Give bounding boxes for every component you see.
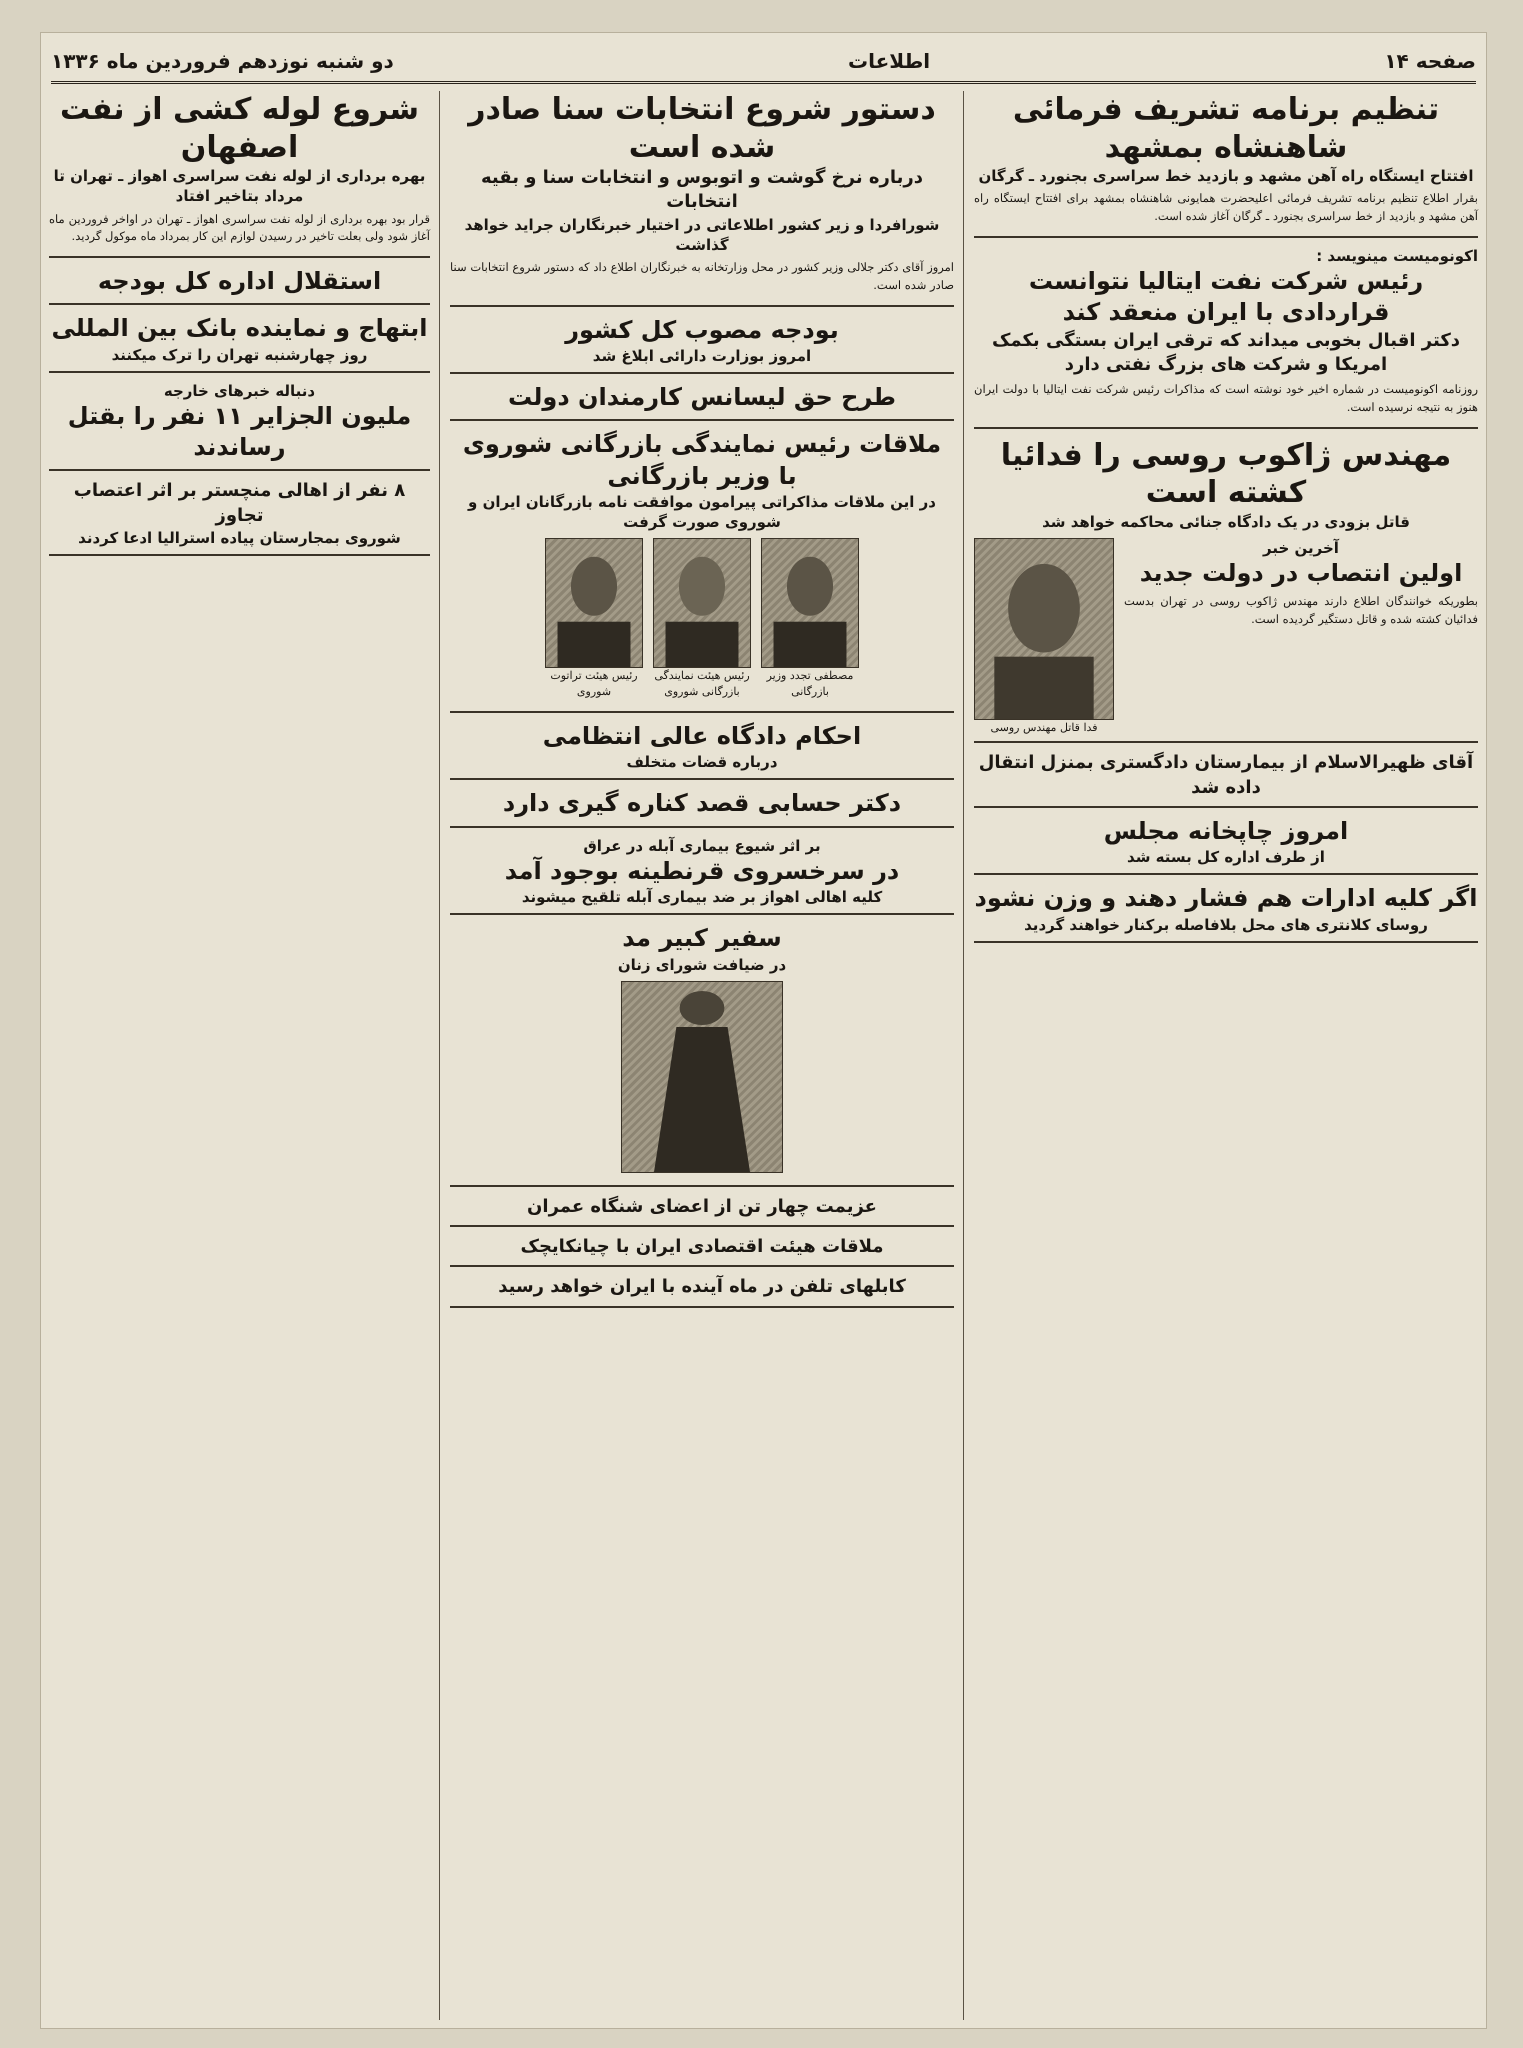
- kicker: بر اثر شیوع بیماری آبله در عراق: [583, 836, 821, 855]
- subheadline: در این ملاقات مذاکراتی پیرامون موافقت نامه بازرگانان ایران و شوروی صورت گرفت: [468, 492, 936, 531]
- headline: در سرخسروی قرنطینه بوجود آمد: [504, 856, 900, 885]
- headline: دکتر حسابی قصد کناره گیری دارد: [502, 789, 902, 818]
- kicker: اکونومیست مینویسد :: [1316, 246, 1478, 265]
- photo-caption: رئیس هیئت تراتوت شوروی: [550, 669, 638, 698]
- headline: ملاقات هیئت اقتصادی ایران با چیانکایچک: [520, 1236, 884, 1258]
- headline: ملاقات رئیس نمایندگی بازرگانی شوروی با وزیر بازرگانی: [462, 430, 942, 490]
- subheadline: دکتر اقبال بخوبی میداند که ترقی ایران بستگی بکمک امریکا و شرکت های بزرگ نفتی دارد: [991, 329, 1461, 375]
- photo-row: [450, 538, 954, 699]
- issue-date: دو شنبه نوزدهم فروردین ماه ۱۳۳۶: [51, 49, 394, 73]
- story-chiang-kai-shek: [450, 1235, 954, 1267]
- subheadline: امروز بوزارت دارائی ابلاغ شد: [592, 346, 812, 365]
- subheadline: روسای کلانتری های محل بلافاصله برکنار خواهند گردید: [1024, 915, 1428, 934]
- story-phone-cables: [450, 1275, 954, 1307]
- story-omran-members: [450, 1195, 954, 1227]
- subheadline: درباره نرخ گوشت و اتوبوس و انتخابات سنا و بقیه انتخابات: [480, 167, 923, 213]
- headline: ابتهاج و نماینده بانک بین المللی: [51, 314, 428, 343]
- subheadline: کلیه اهالی اهواز بر ضد بیماری آبله تلقیح میشوند: [521, 888, 883, 907]
- headline: طرح حق لیسانس کارمندان دولت: [507, 383, 897, 412]
- subheadline: افتتاح ایستگاه راه آهن مشهد و بازدید خط سراسری بجنورد ـ گرگان: [978, 167, 1474, 185]
- photo-item: [653, 538, 751, 699]
- photo-woman-dress: [621, 981, 783, 1173]
- photo-caption: رئیس هیئت نمایندگی بازرگانی شوروی: [654, 669, 750, 698]
- headline: ملیون الجزایر ۱۱ نفر را بقتل رساندند: [67, 402, 412, 462]
- headline: شروع لوله کشی از نفت اصفهان: [59, 92, 420, 165]
- inset-headline: اولین انتصاب در دولت جدید: [1139, 559, 1463, 588]
- story-budget: [450, 315, 954, 374]
- subheadline: از طرف اداره کل بسته شد: [1127, 848, 1325, 867]
- headline: تنظیم برنامه تشریف فرمائی شاهنشاه بمشهد: [1012, 92, 1440, 165]
- headline: امروز چاپخانه مجلس: [1103, 816, 1349, 845]
- headline: احکام دادگاه عالی انتظامی: [542, 722, 862, 750]
- photo-delegation-head: [545, 538, 643, 668]
- subheadline: قاتل بزودی در یک دادگاه جنائی محاکمه خواهد شد: [1042, 512, 1410, 531]
- photo-caption: مصطفی تجدد وزیر بازرگانی: [766, 669, 854, 698]
- page-number: صفحه ۱۴: [1384, 49, 1476, 73]
- story-manchester: [49, 479, 430, 556]
- story-police-chiefs: [974, 883, 1478, 942]
- subheadline: شوروی بمجارستان پیاده استرالیا ادعا کردند: [78, 528, 401, 547]
- photo-soviet-rep: [653, 538, 751, 668]
- story-hesabi: [450, 788, 954, 827]
- story-budget-office: [49, 266, 430, 305]
- photo-caption: فدا قاتل مهندس روسی: [990, 720, 1098, 734]
- story-disciplinary-court: [450, 721, 954, 780]
- body-text: امروز آقای دکتر جلالی وزیر کشور در محل وزارتخانه به خبرنگاران اطلاع داد که دستور شروع انتخابات سنا صادر شده است.: [450, 260, 954, 292]
- photo-minister: [761, 538, 859, 668]
- body-text: روزنامه اکونومیست در شماره اخیر خود نوشته است که مذاکرات رئیس شرکت نفت ایتالیا با دولت ایران هنوز به نتیجه نرسیده است.: [974, 382, 1478, 414]
- headline: سفیر کبیر مد: [622, 924, 782, 953]
- headline: کابلهای تلفن در ماه آینده با ایران خواهد رسید: [498, 1276, 906, 1298]
- headline: استقلال اداره کل بودجه: [97, 267, 382, 296]
- subheadline: درباره قضات متخلف: [626, 753, 778, 772]
- headline: آقای ظهیرالاسلام از بیمارستان دادگستری بمنزل انتقال داده شد: [978, 752, 1474, 798]
- story-ambassador-fashion: [450, 923, 954, 1186]
- story-soviet-trade: [450, 429, 954, 713]
- story-isfahan-pipeline: [49, 91, 430, 258]
- column-rule: [439, 91, 440, 2020]
- masthead: [51, 41, 1476, 84]
- story-quarantine: [450, 836, 954, 916]
- headline: ۸ نفر از اهالی منچستر بر اثر اعتصاب تجاوز: [73, 480, 406, 526]
- body-text: بطوریکه خوانندگان اطلاع دارند مهندس ژاکوب روسی در تهران بدست فدائیان کشته شده و قاتل دستگیر گردیده است.: [1124, 594, 1478, 627]
- story-license-allowance: [450, 382, 954, 421]
- subheadline: در ضیافت شورای زنان: [617, 955, 787, 974]
- photo-killer: [974, 538, 1114, 720]
- subheadline: بهره برداری از لوله نفت سراسری اهواز ـ تهران تا مرداد بتاخیر افتاد: [53, 167, 426, 206]
- story-italian-oil: [974, 246, 1478, 429]
- headline: رئیس شرکت نفت ایتالیا نتوانست قراردادی با ایران منعقد کند: [1028, 267, 1424, 327]
- column-rule: [963, 91, 964, 2020]
- headline: دستور شروع انتخابات سنا صادر شده است: [468, 92, 936, 165]
- story-algeria: [49, 381, 430, 472]
- column-right: [966, 91, 1486, 2020]
- story-shah-mashhad: [974, 91, 1478, 238]
- story-ebtehaj-world-bank: [49, 313, 430, 372]
- inset-kicker: آخرین خبر: [1263, 538, 1339, 557]
- headline: مهندس ژاکوب روسی را فدائیا کشته است: [1000, 437, 1452, 511]
- headline: اگر کلیه ادارات هم فشار دهند و وزن نشود: [974, 884, 1478, 913]
- column-middle: [442, 91, 962, 2020]
- subheadline: روز چهارشنبه تهران را ترک میکنند: [111, 345, 368, 364]
- photo-item: [545, 538, 643, 699]
- newspaper-name: اطلاعات: [848, 49, 931, 73]
- story-senate-elections: [450, 91, 954, 307]
- newspaper-page: [40, 32, 1487, 2029]
- story-majlis-press: [974, 816, 1478, 875]
- column-left: [41, 91, 438, 2020]
- story-zahir-islam: [974, 751, 1478, 808]
- photo-item: [761, 538, 859, 699]
- story-jacob-murder: [974, 437, 1478, 744]
- body-text: قرار بود بهره برداری از لوله نفت سراسری اهواز ـ تهران در اواخر فروردین ماه آغاز شود ولی بعلت تاخیر در رسیدن لوازم این کار بمرداد ماه موکول گردید.: [49, 211, 430, 244]
- deck: شورافردا و زیر کشور اطلاعاتی در اختیار خبرنگاران جراید خواهد گذاشت: [464, 215, 940, 254]
- body-text: بقرار اطلاع تنظیم برنامه تشریف فرمائی اعلیحضرت همایونی شاهنشاه بمشهد برای افتتاح ایستگاه راه آهن مشهد و بازدید از خط سراسری بجنورد ـ گرگان آغاز شده است.: [974, 191, 1478, 224]
- headline: بودجه مصوب کل کشور: [565, 315, 839, 344]
- kicker: دنباله خبرهای خارجه: [163, 381, 316, 400]
- headline: عزیمت چهار تن از اعضای شنگاه عمران: [527, 1195, 877, 1217]
